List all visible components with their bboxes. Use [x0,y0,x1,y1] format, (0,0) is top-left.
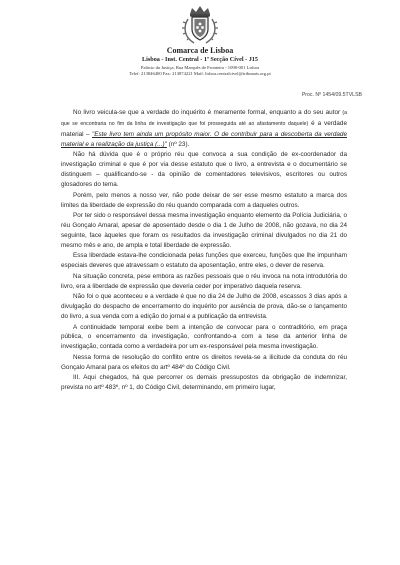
paragraph: Não há dúvida que é o próprio réu que convoca a sua condição de ex-coordenador da investigação criminal e que é por via desse estatuto que o livro, a entrevista e o documentário se distinguem – qualificando-se - da opinião de comentadores televisivos, escritores ou outros glosadores do tema. [61,151,347,189]
paragraph: III. Aqui chegados, há que percorrer os demais pressupostos da obrigação de indemnizar, prevista no artº 483º, nº 1, do Código Civil, determinando, em primeiro lugar, [61,374,347,392]
court-section: Lisboa - Inst. Central - 1ª Secção Cível - J15 [142,56,258,63]
court-address: Palácio da Justiça, Rua Marquês de Fronteira - 1098-001 Lisboa [140,65,260,70]
court-contacts: Telef: 213846400 Fax: 213874221 Mail: lisboa.centralcivel@tribunais.org.pt [129,71,271,76]
paragraph: Não foi o que aconteceu e a verdade é que no dia 24 de Julho de 2008, escassos 3 dias após a divulgação do despacho de encerramento do inquérito por ausência de prova, dão-se o lançamento do livro, a sua venda com a edição do jornal e a publicação da entrevista. [61,293,347,321]
process-number: Proc. Nº 1454/09.5TVLSB [301,92,362,98]
coat-of-arms-icon [182,5,218,45]
paragraph-text: No livro veicula-se que a verdade do inquérito é meramente formal, enquanto a do seu autor [73,109,343,116]
book-quote: "Este livro tem ainda um propósito maior. O de contribuir para a descoberta da verdade material e a realização da justiça (...)" [61,130,347,148]
paragraph-text: (nº 23). [166,140,190,148]
paragraph: Por ter sido o responsável dessa mesma investigação enquanto elemento da Polícia Judiciária, o réu Gonçalo Amaral, apesar de aposentado desde o dia 1 de Julho de 2008, não gozava, no dia 24 seguinte, face àqueles que foram os resultados da investigação criminal divulgados no dia 21 do mesmo mês e ano, de ampla e total liberdade de expressão. [61,212,347,249]
paragraph [61,108,347,150]
court-name: Comarca de Lisboa [166,46,234,55]
paragraph: Essa liberdade estava-lhe condicionada pelas funções que exerceu, funções que lhe impunham especiais deveres que atravessam o estatuto da aposentação, entre eles, o dever de reserva. [61,252,347,270]
paragraph-text: é a verdade material – [61,119,347,138]
paragraph: A continuidade temporal exibe bem a intenção de convocar para o contraditório, em praça pública, o encerramento da investigação, confrontando-a com a tese da anterior linha de investigação, contada como a verdadeira por um ex-responsável pela mesma investigação. [61,323,347,351]
parenthetical-note: (a que se encontraria no fim da linha de investigação que foi prosseguida até ao afastamento daquele) [61,110,347,127]
paragraph: Nessa forma de resolução do conflito entre os direitos revela-se a ilicitude da conduta do réu Gonçalo Amaral para os efeitos do artº 484º do Código Civil. [61,353,347,371]
paragraph: Na situação concreta, pese embora as razões pessoais que o réu invoca na nota introdutória do livro, era a liberdade de expressão que deveria ceder por imperativo daquela reserva. [61,272,347,290]
document-body [61,108,347,394]
paragraph: Porém, pelo menos a nosso ver, não pode deixar de ser esse mesmo estatuto a marca dos limites da liberdade de expressão do réu quando comparada com a daqueles outros. [61,191,347,209]
